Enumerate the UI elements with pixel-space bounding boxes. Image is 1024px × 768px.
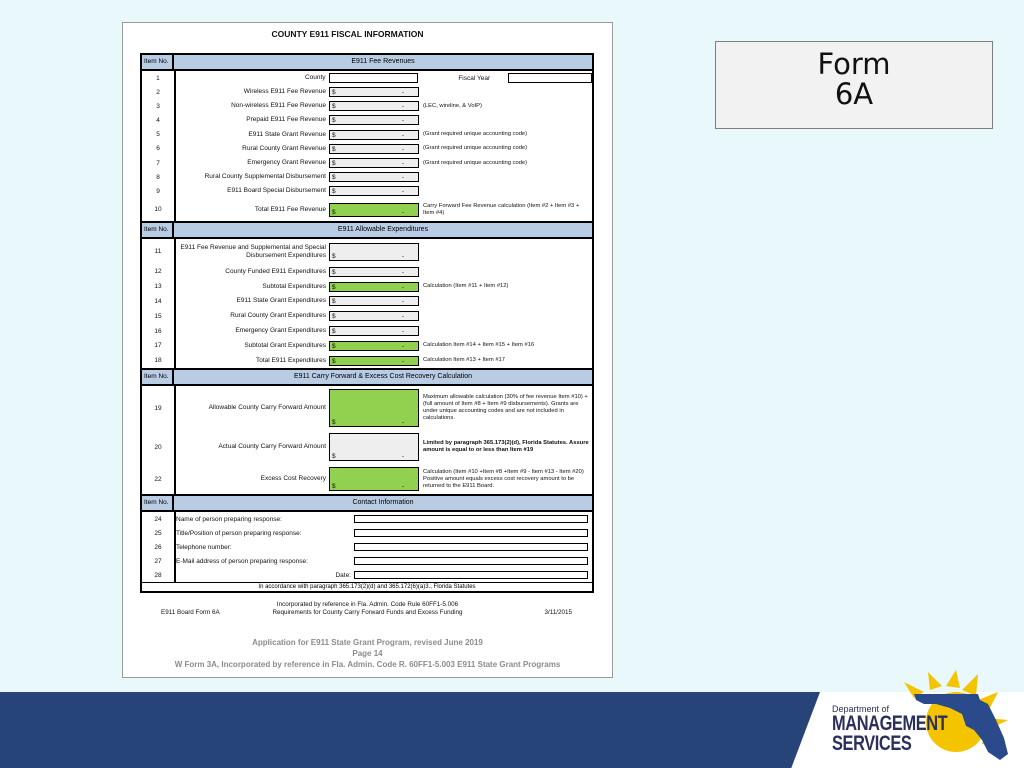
amount-value: - — [401, 328, 404, 336]
calculation-note: Calculation (Item #10 +Item #8 +Item #9 - Item #13 - Item #20) Positive amount equals excess cost recovery amount to be returned to the E911 Board. — [423, 468, 584, 489]
currency-symbol: $ — [332, 174, 336, 182]
contact-row — [142, 568, 592, 582]
currency-symbol: $ — [332, 342, 336, 350]
document-title: COUNTY E911 FISCAL INFORMATION — [271, 29, 424, 39]
contact-row — [142, 540, 592, 554]
line-item-label: Actual County Carry Forward Amount — [218, 443, 326, 451]
amount-field[interactable] — [329, 267, 419, 277]
statute-note: In accordance with paragraph 365.173(2)(d) and 365.172(6)(a)3., Florida Statutes — [142, 582, 592, 591]
line-item-label: County Funded E911 Expenditures — [225, 267, 326, 275]
fiscal-year-field[interactable] — [508, 73, 592, 83]
county-field[interactable] — [329, 73, 419, 83]
amount-field[interactable] — [329, 296, 419, 306]
form-row — [142, 294, 592, 309]
calculation-note: (Grant required unique accounting code) — [423, 159, 528, 166]
section-title: E911 Allowable Expenditures — [174, 223, 592, 237]
expenditures-section — [142, 239, 592, 371]
item-number: 22 — [154, 475, 162, 483]
amount-field[interactable] — [329, 115, 419, 125]
section-title: E911 Fee Revenues — [174, 55, 592, 69]
currency-symbol: $ — [332, 268, 336, 276]
amount-value: - — [401, 298, 404, 306]
currency-symbol: $ — [332, 145, 336, 153]
amount-value: - — [401, 174, 404, 182]
form-row — [142, 128, 592, 142]
line-item-label: Rural County Grant Expenditures — [230, 312, 326, 320]
currency-symbol: $ — [332, 328, 336, 336]
line-item-label: E911 State Grant Revenue — [248, 130, 326, 138]
item-no-header: Item No. — [142, 370, 174, 384]
line-item-label: Allowable County Carry Forward Amount — [208, 404, 326, 412]
form-row — [142, 324, 592, 339]
item-no-header: Item No. — [142, 496, 174, 510]
contact-label: Telephone number: — [176, 543, 232, 551]
item-number: 19 — [154, 404, 162, 412]
form-row — [142, 265, 592, 280]
amount-value: - — [401, 89, 404, 97]
currency-symbol: $ — [332, 89, 336, 97]
form-row — [142, 156, 592, 170]
calculation-note: Limited by paragraph 365.173(2)(d), Florida Statutes. Assure amount is equal to or less than Item #19 — [423, 440, 589, 454]
dms-logo-text — [832, 704, 980, 754]
item-number: 6 — [156, 145, 160, 153]
line-item-label: Prepaid E911 Fee Revenue — [246, 116, 326, 124]
form-name: E911 Board Form 6A — [161, 609, 220, 616]
amount-field[interactable] — [329, 311, 419, 321]
amount-field[interactable] — [329, 389, 419, 427]
revenues-section — [142, 71, 592, 223]
calculation-note: (Grant required unique accounting code) — [423, 131, 528, 138]
amount-field[interactable] — [329, 203, 419, 217]
currency-symbol: $ — [332, 131, 336, 139]
line-item-label: Rural County Supplemental Disbursement — [204, 173, 326, 181]
line-item-label: Emergency Grant Revenue — [247, 159, 326, 167]
currency-symbol: $ — [332, 453, 336, 461]
item-number: 4 — [156, 116, 160, 124]
form-row — [142, 239, 592, 265]
item-number: 24 — [154, 515, 162, 523]
item-number: 28 — [154, 571, 162, 579]
calculation-note: Calculation Item #13 + Item #17 — [423, 357, 506, 364]
line-item-label: Total E911 Expenditures — [256, 356, 326, 364]
item-number: 17 — [154, 342, 162, 350]
item-number: 16 — [154, 327, 162, 335]
item-number: 13 — [154, 283, 162, 291]
currency-symbol: $ — [332, 419, 336, 427]
amount-field[interactable] — [329, 243, 419, 261]
item-number: 10 — [154, 206, 162, 213]
form-row — [142, 184, 592, 198]
section-title: E911 Carry Forward & Excess Cost Recovery Calculation — [174, 370, 592, 384]
amount-value: - — [401, 313, 404, 321]
logo-line1: Department of — [832, 704, 890, 714]
incorporated-note: Incorporated by reference in Fla. Admin. Code Rule 60FF1-5.006 — [276, 601, 459, 608]
calculation-note: (LEC, wireline, & VoIP) — [423, 102, 482, 109]
fiscal-year-label: Fiscal Year — [458, 74, 491, 82]
item-number: 7 — [156, 159, 160, 167]
item-no-header: Item No. — [142, 55, 174, 69]
line-item-label: E911 State Grant Expenditures — [236, 297, 326, 305]
amount-value: - — [401, 453, 404, 461]
logo-line2: MANAGEMENT — [832, 712, 948, 735]
application-footer-line3: W Form 3A, Incorporated by reference in Fla. Admin. Code R. 60FF1-5.003 E911 State Grant Programs — [174, 660, 561, 669]
currency-symbol: $ — [332, 483, 336, 491]
calculation-note: Maximum allowable calculation (30% of fee revenue Item #10) + (full amount of Item #8 + Item #9 disbursements). Grants are under unique accounting codes and are not included in calculations. — [423, 394, 588, 422]
item-number: 18 — [154, 357, 162, 365]
currency-symbol: $ — [332, 283, 336, 291]
amount-field[interactable] — [329, 144, 419, 154]
amount-value: - — [401, 268, 404, 276]
amount-value: - — [401, 419, 404, 427]
item-number: 25 — [154, 529, 162, 537]
contact-label: Name of person preparing response: — [176, 515, 282, 523]
currency-symbol: $ — [332, 103, 336, 111]
currency-symbol: $ — [332, 298, 336, 306]
form-row — [142, 113, 592, 127]
contact-input-field[interactable] — [354, 571, 588, 579]
contact-input-field[interactable] — [354, 543, 588, 551]
line-item-label: Wireless E911 Fee Revenue — [243, 88, 326, 96]
currency-symbol: $ — [332, 357, 336, 365]
application-footer-line1: Application for E911 State Grant Program, revised June 2019 — [252, 638, 483, 647]
item-number: 1 — [156, 74, 160, 82]
amount-value: - — [401, 283, 404, 291]
section-header-carry-forward — [142, 370, 592, 386]
item-number: 26 — [154, 543, 162, 551]
amount-value: - — [401, 131, 404, 139]
amount-value: - — [401, 483, 404, 491]
contact-row — [142, 526, 592, 540]
item-number: 2 — [156, 88, 160, 96]
amount-field[interactable] — [329, 467, 419, 491]
item-number: 27 — [154, 557, 162, 565]
slide-title-box — [715, 41, 993, 129]
contact-input-field[interactable] — [354, 529, 588, 537]
amount-field[interactable] — [329, 326, 419, 336]
amount-value: - — [401, 117, 404, 125]
section-header-revenues — [142, 55, 592, 71]
amount-field[interactable] — [329, 433, 419, 461]
form-date: 3/11/2015 — [544, 609, 572, 616]
amount-field[interactable] — [329, 186, 419, 196]
section-header-contact — [142, 496, 592, 512]
amount-field[interactable] — [329, 87, 419, 97]
contact-label: E-Mail address of person preparing response: — [176, 557, 308, 565]
item-number: 3 — [156, 102, 160, 110]
footer-blue-bar — [0, 692, 820, 768]
section-title: Contact Information — [174, 496, 592, 510]
item-number: 8 — [156, 173, 160, 181]
form-row — [142, 170, 592, 184]
currency-symbol: $ — [332, 117, 336, 125]
item-no-header: Item No. — [142, 223, 174, 237]
carry-forward-section — [142, 386, 592, 496]
currency-symbol: $ — [332, 188, 336, 196]
application-footer-line2: Page 14 — [352, 649, 383, 658]
calculation-note: Calculation Item #14 + Item #15 + Item #16 — [423, 342, 535, 349]
item-number: 11 — [154, 248, 162, 255]
calculation-note: Carry Forward Fee Revenue calculation (Item #2 + Item #3 + Item #4) — [423, 202, 580, 216]
line-item-label: Non-wireless E911 Fee Revenue — [231, 102, 326, 110]
calculation-note: Calculation (Item #11 + Item #12) — [423, 283, 509, 290]
amount-value: - — [401, 357, 404, 365]
currency-symbol: $ — [332, 313, 336, 321]
amount-value: - — [401, 188, 404, 196]
contact-section — [142, 512, 592, 582]
slide-title-line1: Form — [817, 47, 891, 81]
contact-label: Date: — [335, 571, 351, 579]
form-row — [142, 386, 592, 430]
amount-value: - — [401, 342, 404, 350]
amount-field[interactable] — [329, 158, 419, 168]
item-number: 20 — [154, 443, 162, 451]
item-number: 9 — [156, 187, 160, 195]
amount-field[interactable] — [329, 130, 419, 140]
amount-field[interactable] — [329, 172, 419, 182]
line-item-label: Rural County Grant Revenue — [242, 144, 326, 152]
form-row — [142, 430, 592, 464]
contact-row — [142, 512, 592, 526]
county-label: County — [304, 74, 326, 81]
amount-value: - — [401, 160, 404, 168]
form-row — [142, 71, 592, 85]
form-document-page — [122, 22, 613, 678]
amount-field[interactable] — [329, 282, 419, 292]
section-header-expenditures — [142, 223, 592, 239]
currency-symbol: $ — [332, 208, 336, 216]
line-item-label: Excess Cost Recovery — [260, 475, 326, 483]
form-row — [142, 309, 592, 324]
amount-field[interactable] — [329, 356, 419, 366]
contact-input-field[interactable] — [354, 557, 588, 565]
contact-input-field[interactable] — [354, 515, 588, 523]
amount-value: - — [401, 252, 404, 260]
item-number: 12 — [154, 268, 162, 276]
amount-value: - — [401, 145, 404, 153]
line-item-label: Subtotal Grant Expenditures — [244, 341, 326, 349]
slide-title-line2: 6A — [834, 77, 874, 111]
fiscal-form-table — [140, 53, 594, 593]
form-row — [142, 99, 592, 113]
form-row — [142, 199, 592, 221]
contact-row — [142, 554, 592, 568]
form-row — [142, 338, 592, 353]
amount-field[interactable] — [329, 341, 419, 351]
form-row — [142, 279, 592, 294]
requirements-note: Requirements for County Carry Forward Funds and Excess Funding — [272, 609, 463, 616]
line-item-label: Subtotal Expenditures — [262, 282, 326, 290]
item-number: 14 — [154, 297, 162, 305]
amount-value: - — [401, 208, 404, 216]
amount-value: - — [401, 103, 404, 111]
form-row — [142, 464, 592, 494]
calculation-note: (Grant required unique accounting code) — [423, 145, 528, 152]
line-item-label: Emergency Grant Expenditures — [235, 327, 326, 335]
form-row — [142, 142, 592, 156]
line-item-label: E911 Fee Revenue and Supplemental and Special Disbursement Expenditures — [180, 243, 326, 259]
amount-field[interactable] — [329, 101, 419, 111]
line-item-label: Total E911 Fee Revenue — [254, 205, 326, 213]
item-number: 5 — [156, 131, 160, 139]
currency-symbol: $ — [332, 160, 336, 168]
line-item-label: E911 Board Special Disbursement — [227, 187, 326, 195]
contact-label: Title/Position of person preparing response: — [176, 529, 302, 537]
item-number: 15 — [154, 312, 162, 320]
form-row — [142, 85, 592, 99]
logo-line3: SERVICES — [832, 732, 912, 755]
form-row — [142, 353, 592, 368]
currency-symbol: $ — [332, 252, 336, 260]
